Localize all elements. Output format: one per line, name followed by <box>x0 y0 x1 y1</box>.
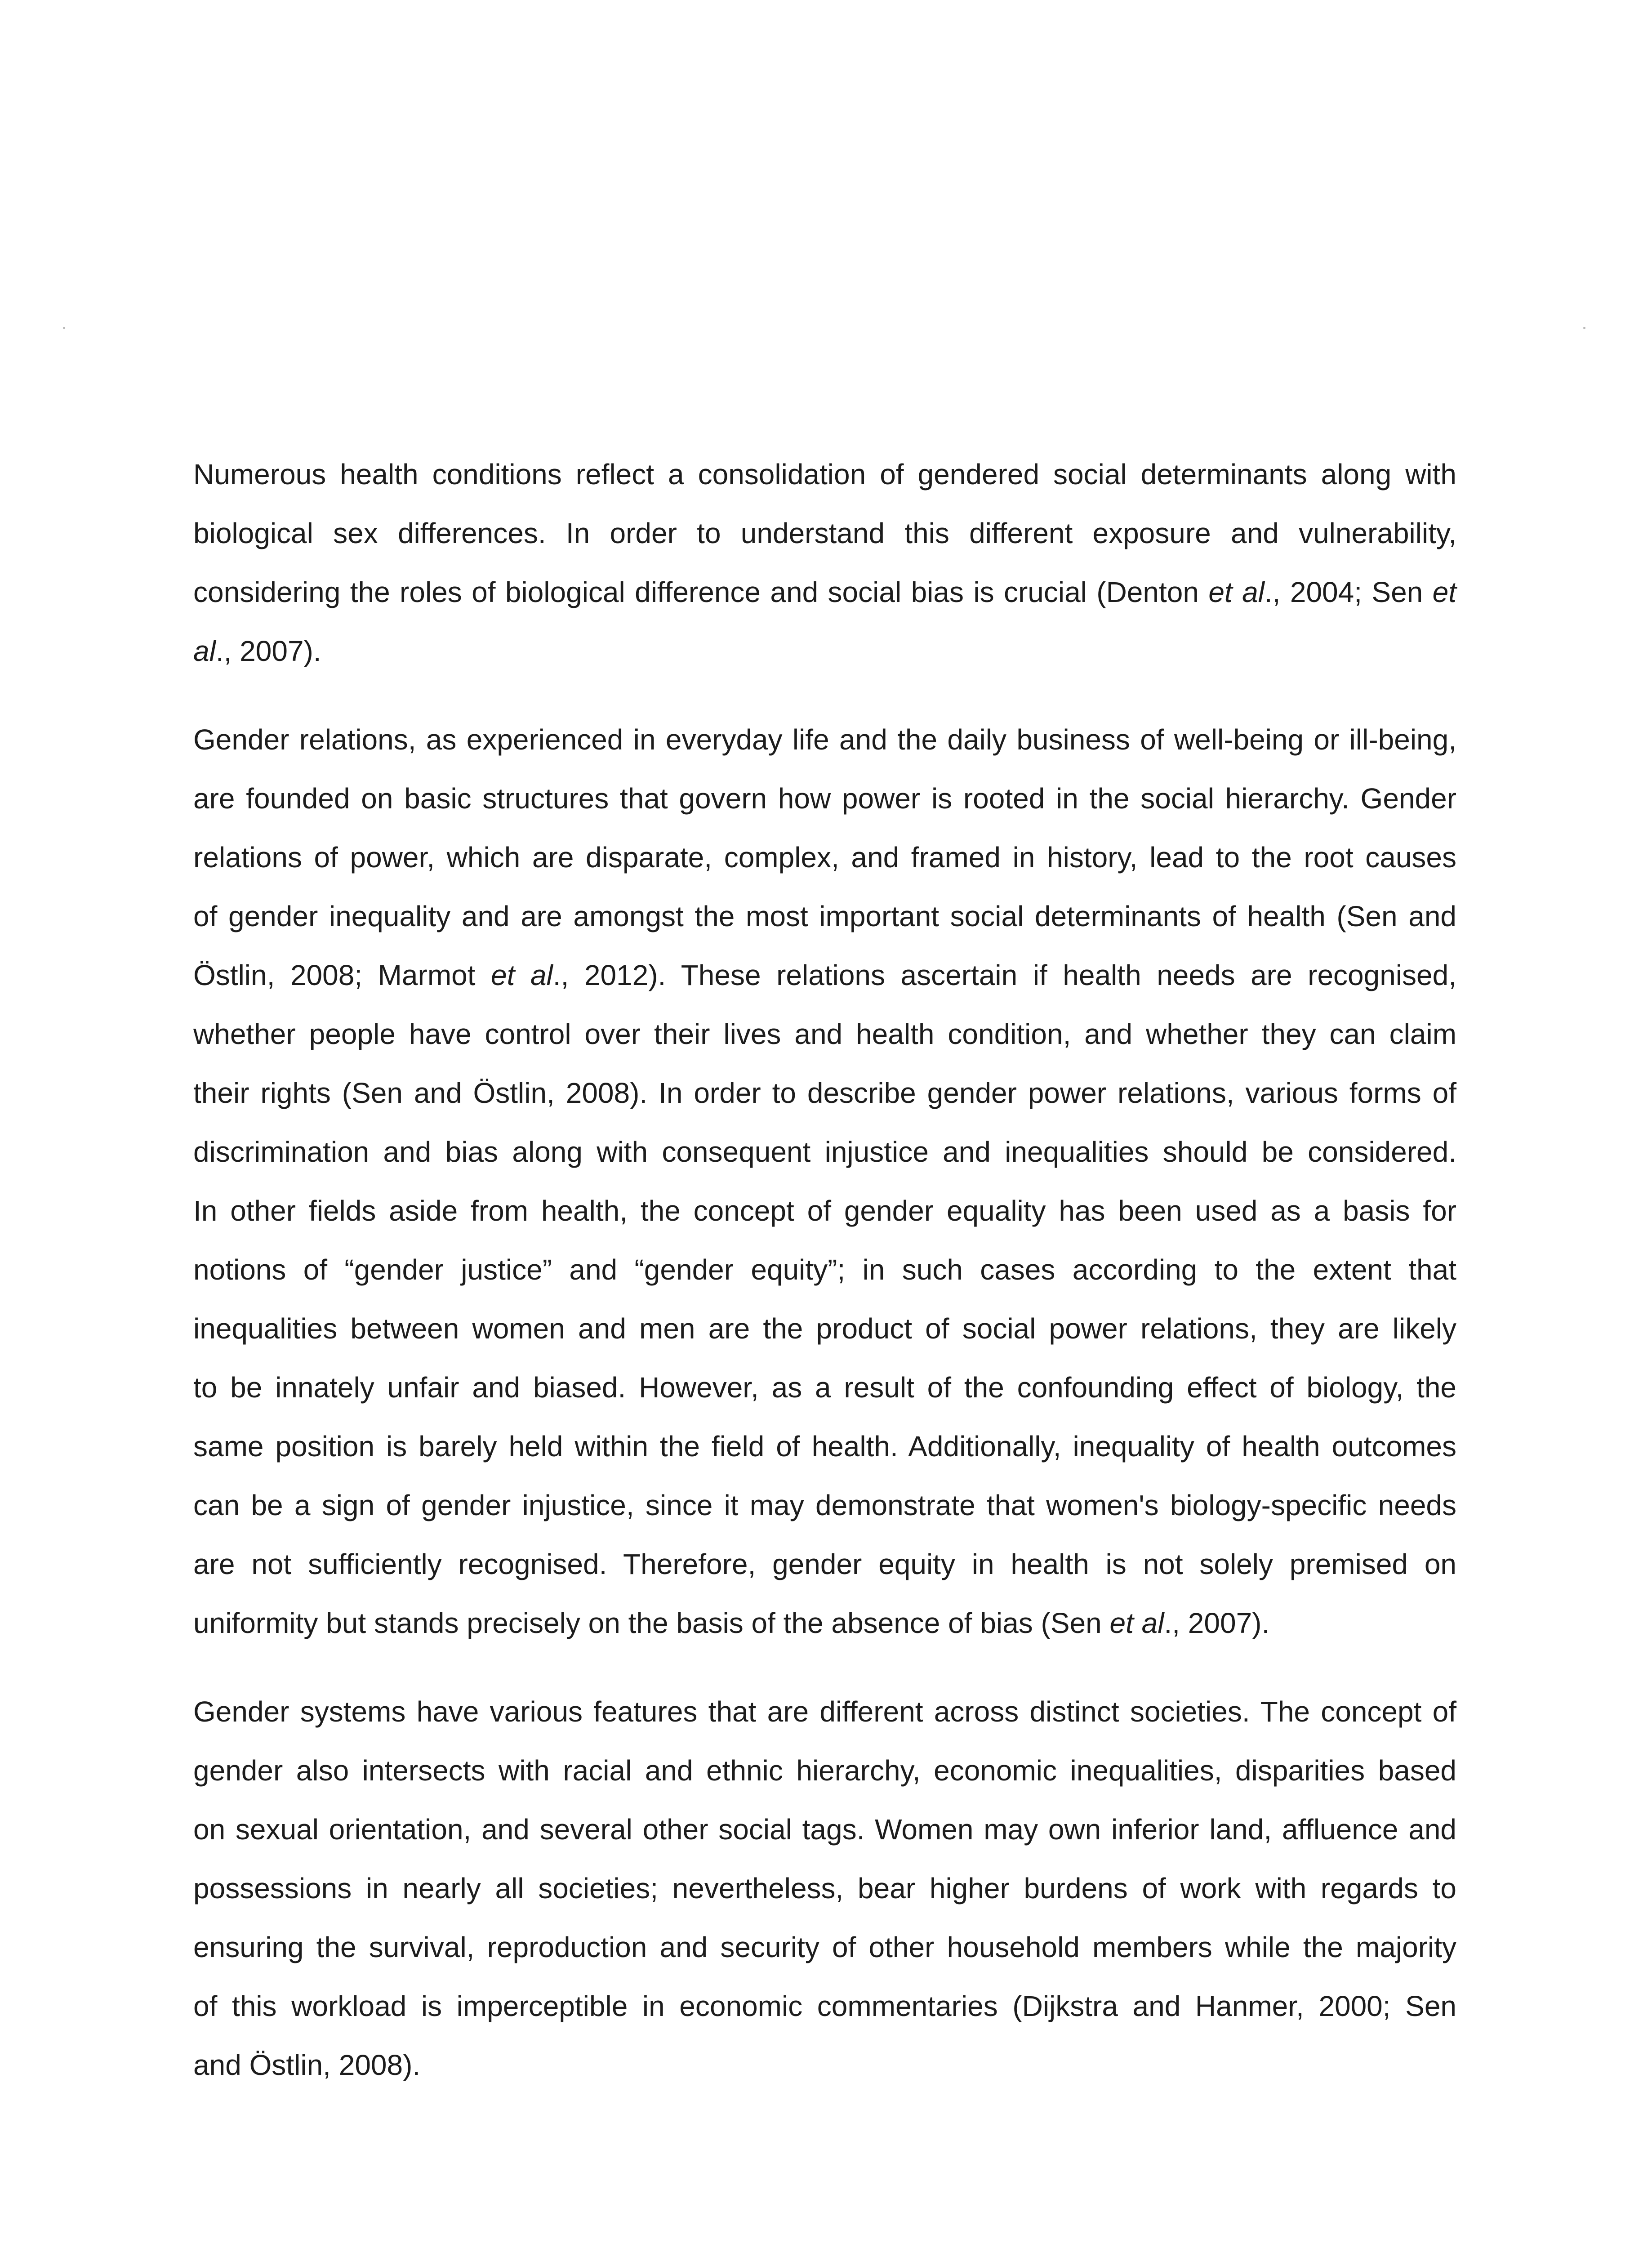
text-segment: can be a sign of gender injustice, since it may demonstrate that women's biology-specific needs <box>193 1489 1456 1521</box>
text-segment: considering the roles of biological difference and social bias is crucial (Denton <box>193 576 1209 608</box>
text-segment: of this workload is imperceptible in economic commentaries (Dijkstra and Hanmer, 2000; Sen <box>193 1990 1456 2022</box>
paragraph <box>193 445 1456 681</box>
paragraph <box>193 710 1456 1653</box>
text-segment: ., 2012). These relations ascertain if health needs are recognised, <box>552 959 1456 991</box>
text-segment: are not sufficiently recognised. Therefore, gender equity in health is not solely premised on <box>193 1548 1456 1580</box>
text-segment: are founded on basic structures that govern how power is rooted in the social hierarchy. Gender <box>193 782 1456 815</box>
text-segment: In other fields aside from health, the concept of gender equality has been used as a basis for <box>193 1195 1456 1227</box>
text-line <box>193 445 1456 504</box>
text-segment: whether people have control over their lives and health condition, and whether they can claim <box>193 1018 1456 1050</box>
text-line <box>193 1977 1456 2036</box>
italic-text: et al <box>491 959 553 991</box>
text-line <box>193 769 1456 828</box>
paragraph <box>193 1682 1456 2095</box>
corner-mark-left <box>63 327 65 329</box>
text-line <box>193 1682 1456 1741</box>
body-text <box>193 445 1456 2124</box>
text-segment: uniformity but stands precisely on the basis of the absence of bias (Sen <box>193 1607 1110 1639</box>
text-line <box>193 1918 1456 1977</box>
text-segment: Gender relations, as experienced in everyday life and the daily business of well-being or ill-being, <box>193 723 1456 756</box>
text-line <box>193 828 1456 887</box>
italic-text: et al <box>1109 1607 1164 1639</box>
text-line <box>193 1182 1456 1240</box>
text-segment: Numerous health conditions reflect a consolidation of gendered social determinants along with <box>193 458 1456 491</box>
italic-text: al <box>193 635 216 667</box>
text-segment: Gender systems have various features that are different across distinct societies. The concept of <box>193 1695 1456 1728</box>
text-line <box>193 1358 1456 1417</box>
text-line <box>193 1800 1456 1859</box>
text-segment: ., 2004; Sen <box>1264 576 1433 608</box>
text-line <box>193 1240 1456 1299</box>
text-line <box>193 887 1456 946</box>
text-segment: possessions in nearly all societies; nevertheless, bear higher burdens of work with regards to <box>193 1872 1456 1905</box>
text-segment: of gender inequality and are amongst the most important social determinants of health (Sen and <box>193 900 1456 932</box>
text-line <box>193 2036 1456 2095</box>
text-segment: relations of power, which are disparate, complex, and framed in history, lead to the root causes <box>193 841 1456 874</box>
text-segment: and Östlin, 2008). <box>193 2049 421 2081</box>
text-line <box>193 1417 1456 1476</box>
text-line <box>193 622 1456 681</box>
text-line <box>193 1594 1456 1653</box>
text-line <box>193 1859 1456 1918</box>
text-segment: ensuring the survival, reproduction and security of other household members while the majority <box>193 1931 1456 1963</box>
text-segment: to be innately unfair and biased. However, as a result of the confounding effect of biology, the <box>193 1371 1456 1404</box>
corner-mark-right <box>1583 327 1585 329</box>
text-line <box>193 1741 1456 1800</box>
text-line <box>193 1299 1456 1358</box>
text-segment: their rights (Sen and Östlin, 2008). In order to describe gender power relations, various forms of <box>193 1077 1456 1109</box>
text-line <box>193 710 1456 769</box>
italic-text: et <box>1432 576 1457 608</box>
text-line <box>193 563 1456 622</box>
text-line <box>193 1123 1456 1182</box>
text-segment: on sexual orientation, and several other social tags. Women may own inferior land, affluence and <box>193 1813 1456 1846</box>
text-segment: ., 2007). <box>1164 1607 1270 1639</box>
text-line <box>193 1064 1456 1123</box>
text-segment: notions of “gender justice” and “gender equity”; in such cases according to the extent that <box>193 1253 1456 1286</box>
text-line <box>193 504 1456 563</box>
text-line <box>193 1476 1456 1535</box>
text-segment: same position is barely held within the field of health. Additionally, inequality of health outcomes <box>193 1430 1456 1463</box>
text-segment: biological sex differences. In order to understand this different exposure and vulnerability, <box>193 517 1456 549</box>
text-segment: Östlin, 2008; Marmot <box>193 959 491 991</box>
italic-text: et al <box>1208 576 1265 608</box>
text-segment: inequalities between women and men are the product of social power relations, they are likely <box>193 1312 1456 1345</box>
text-segment: discrimination and bias along with consequent injustice and inequalities should be considered. <box>193 1136 1456 1168</box>
text-segment: gender also intersects with racial and ethnic hierarchy, economic inequalities, disparities based <box>193 1754 1456 1787</box>
text-line <box>193 1535 1456 1594</box>
text-line <box>193 946 1456 1005</box>
text-segment: ., 2007). <box>215 635 321 667</box>
text-line <box>193 1005 1456 1064</box>
